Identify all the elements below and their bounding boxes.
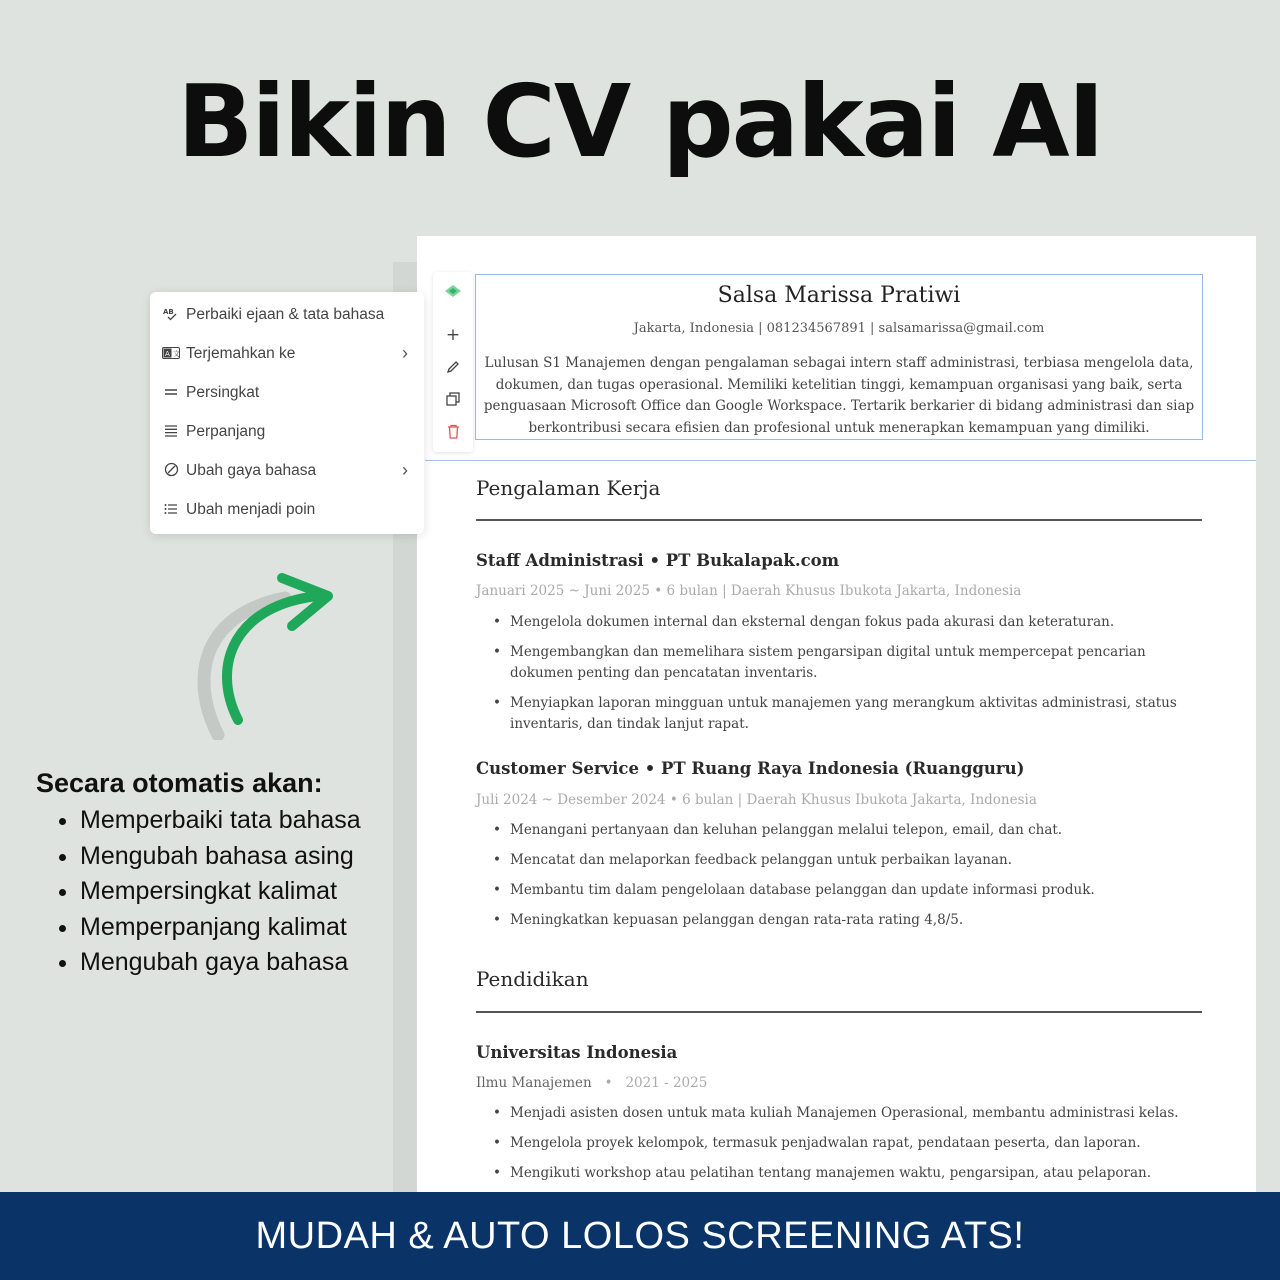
resume-document [417,236,1256,1192]
footer-banner [0,1192,1280,1280]
style-icon [160,462,182,480]
list-item: • Mengembangkan dan memelihara sistem pengarsipan digital untuk mempercepat pencarian dokumen penting dan pencatatan inventaris. [493,642,1203,684]
ai-sparkle-icon[interactable] [433,278,473,304]
resume-name: Salsa Marissa Pratiwi [717,283,961,308]
curved-arrow-icon [190,570,340,740]
school-name: Universitas Indonesia [476,1043,678,1062]
menu-item-label: Perpanjang [186,423,266,440]
menu-item-lengthen[interactable] [150,416,424,448]
list-item: • Mencatat dan melaporkan feedback pelanggan untuk perbaikan layanan. [493,850,1203,871]
job-meta: Januari 2025 ~ Juni 2025 • 6 bulan | Daerah Khusus Ibukota Jakarta, Indonesia [476,583,1022,599]
list-item: • Mempersingkat kalimat [80,874,416,910]
job-title: Staff Administrasi • PT Bukalapak.com [476,551,840,570]
footer-text: MUDAH & AUTO LOLOS SCREENING ATS! [255,1214,1025,1257]
chevron-right-icon: › [402,343,408,363]
resume-contact: Jakarta, Indonesia | 081234567891 | salsamarissa@gmail.com [633,321,1045,336]
chevron-right-icon: › [402,460,408,480]
job-meta: Juli 2024 ~ Desember 2024 • 6 bulan | Daerah Khusus Ibukota Jakarta, Indonesia [476,792,1037,808]
svg-text:文: 文 [173,349,180,358]
resume-header-block[interactable] [475,274,1203,440]
menu-item-change-style[interactable] [150,455,424,487]
menu-item-translate[interactable] [150,338,424,370]
list-item: • Menyiapkan laporan mingguan untuk manajemen yang merangkum aktivitas administrasi, status inventaris, dan tindak lanjut rapat. [493,693,1203,735]
list-item: • Mengelola dokumen internal dan eksternal dengan fokus pada akurasi dan keteraturan. [493,612,1203,633]
features-panel [36,768,416,981]
job-title: Customer Service • PT Ruang Raya Indonesia (Ruangguru) [476,759,1025,778]
list-item: • Membantu tim dalam pengelolaan database pelanggan dan update informasi produk. [493,880,1203,901]
translate-icon [160,347,182,362]
lengthen-icon [160,424,182,441]
svg-text:AB: AB [163,307,174,316]
bullet-list-icon [160,503,182,518]
list-item: • Mengikuti workshop atau pelatihan tentang manajemen waktu, pengarsipan, atau pelaporan. [493,1163,1203,1184]
menu-item-label: Ubah menjadi poin [186,501,316,518]
education-meta: Ilmu Manajemen • 2021 - 2025 [476,1075,708,1091]
list-item: • Memperbaiki tata bahasa [80,803,416,839]
list-item: • Menangani pertanyaan dan keluhan pelanggan melalui telepon, email, dan chat. [493,820,1203,841]
ai-menu [150,292,424,534]
list-item: • Mengubah bahasa asing [80,839,416,875]
headline: Bikin CV pakai AI [177,63,1103,180]
list-item: • Mengubah gaya bahasa [80,945,416,981]
pencil-icon[interactable] [433,354,473,380]
section-divider [476,519,1202,521]
list-item: • Meningkatkan kepuasan pelanggan dengan rata-rata rating 4,8/5. [493,910,1203,931]
svg-text:A: A [165,349,170,358]
job-bullets [493,612,1203,744]
trash-icon[interactable] [433,418,473,444]
spellcheck-icon [160,307,182,324]
section-title-education: Pendidikan [476,967,589,991]
education-bullets [493,1103,1203,1192]
resume-summary: Lulusan S1 Manajemen dengan pengalaman sebagai intern staff administrasi, terbiasa mengelola data, dokumen, dan tugas operasional. Memiliki ketelitian tinggi, kemampuan organisasi yang baik, serta penguasaan Microsoft Office dan Google Workspace. Tertarik berkarier di bidang administrasi dan siap berkontribusi secara efisien dan profesional untuk menerapkan kemampuan yang dimiliki. [483,355,1195,436]
plus-icon[interactable]: + [445,325,461,345]
menu-item-spellcheck[interactable] [150,299,424,331]
list-item: • Mengelola proyek kelompok, termasuk penjadwalan rapat, pendataan peserta, dan laporan. [493,1133,1203,1154]
menu-item-shorten[interactable] [150,377,424,409]
list-item: • Menjadi asisten dosen untuk mata kuliah Manajemen Operasional, membantu administrasi kelas. [493,1103,1203,1124]
education-years: 2021 - 2025 [625,1075,708,1091]
list-item: • Memperpanjang kalimat [80,910,416,946]
education-major: Ilmu Manajemen [476,1075,592,1091]
menu-item-label: Ubah gaya bahasa [186,462,317,479]
menu-item-bullets[interactable] [150,494,424,526]
menu-item-label: Persingkat [186,384,260,401]
features-title: Secara otomatis akan: [36,768,323,798]
duplicate-icon[interactable] [433,386,473,412]
menu-item-label: Perbaiki ejaan & tata bahasa [186,306,385,323]
block-separator [425,460,1256,461]
section-title-experience: Pengalaman Kerja [476,476,661,500]
job-bullets [493,820,1203,940]
features-list [36,803,416,981]
block-toolbar [433,272,473,452]
shorten-icon [160,386,182,400]
menu-item-label: Terjemahkan ke [186,345,296,362]
section-divider [476,1011,1202,1013]
